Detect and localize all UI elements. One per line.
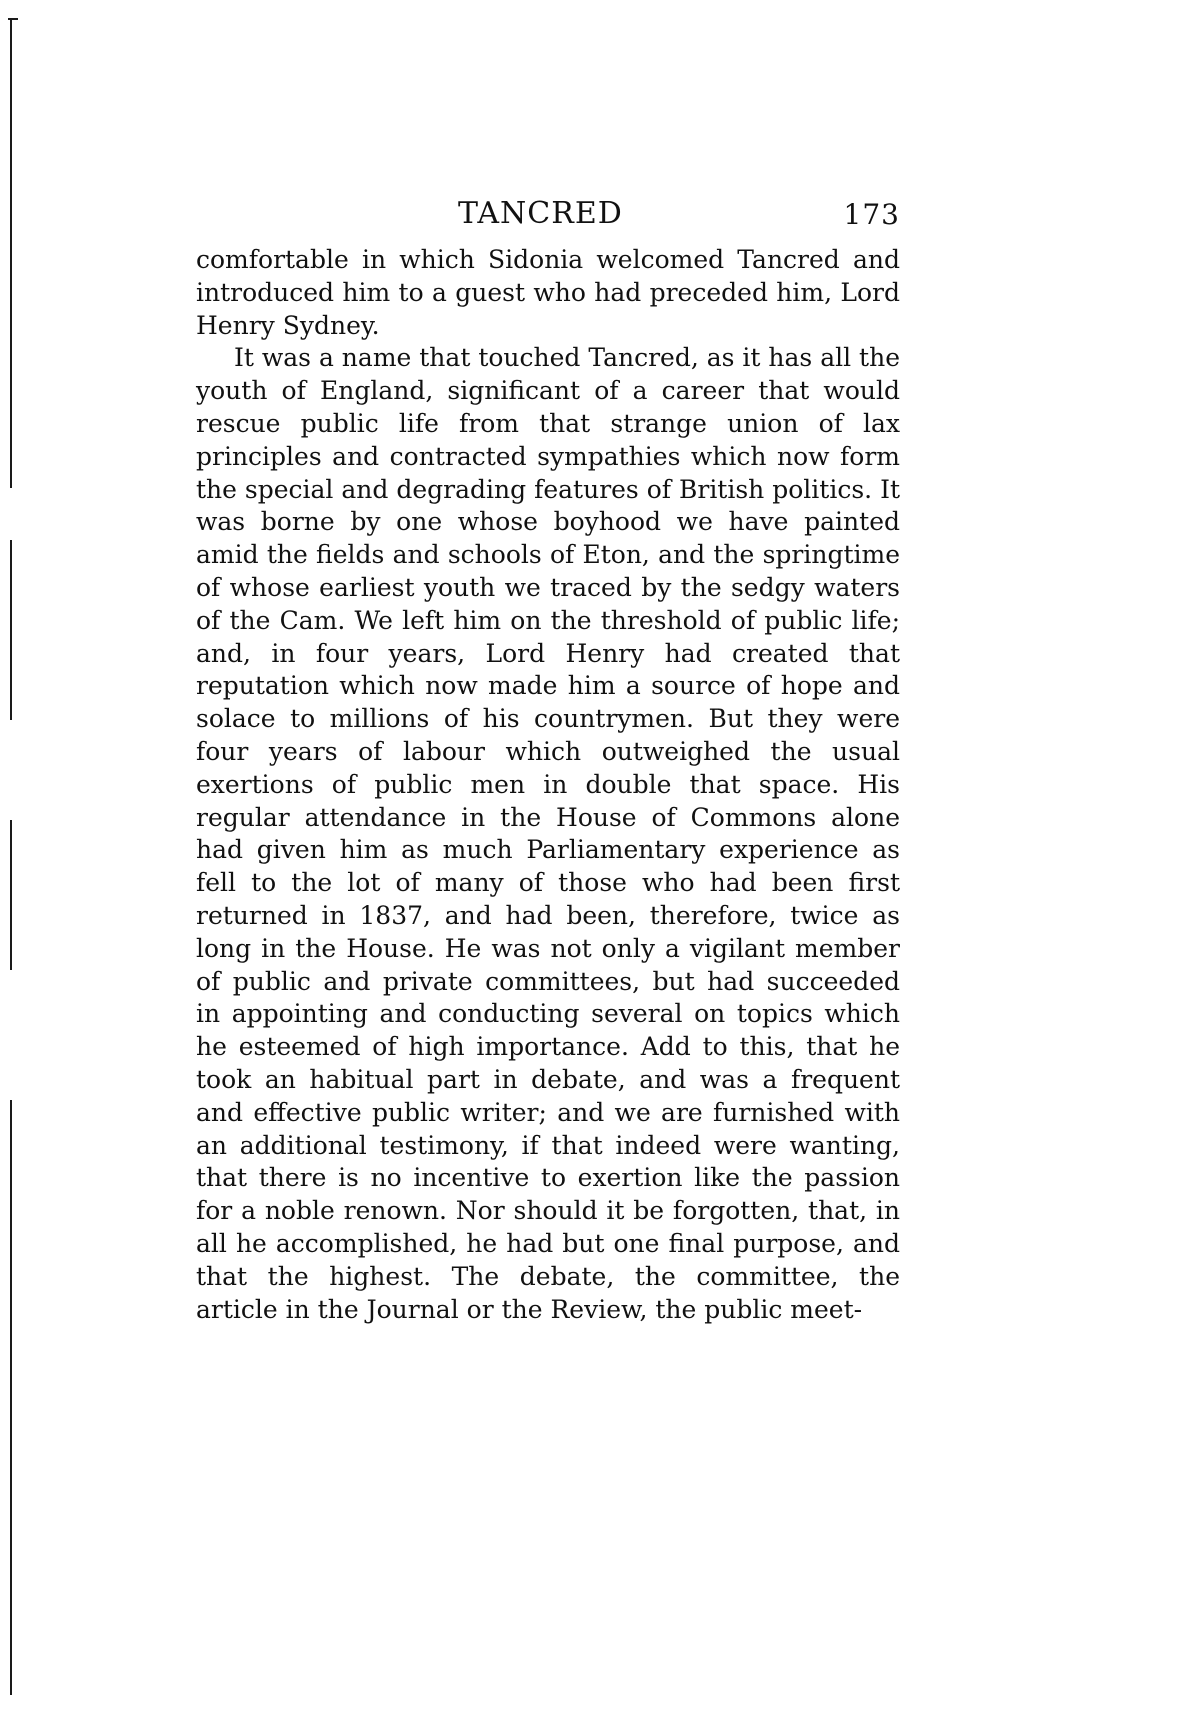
body-text	[196, 244, 900, 1326]
binding-edge-line	[10, 1100, 12, 1695]
running-head	[196, 196, 900, 236]
page-number: 173	[843, 198, 900, 231]
paragraph: comfortable in which Sidonia welcomed Tancred and introduced him to a guest who had preceded him, Lord Henry Sydney.	[196, 245, 900, 340]
running-title: TANCRED	[458, 196, 623, 231]
book-page	[196, 196, 900, 1326]
paragraph: It was a name that touched Tancred, as it has all the youth of England, significant of a career that would rescue public life from that strange union of lax principles and contracted sympathies which now form the special and degrading features of British politics. It was borne by one whose boyhood we have painted amid the fields and schools of Eton, and the springtime of whose earliest youth we traced by the sedgy waters of the Cam. We left him on the threshold of public life; and, in four years, Lord Henry had created that reputation which now made him a source of hope and solace to millions of his countrymen. But they were four years of labour which outweighed the usual exertions of public men in double that space. His regular attendance in the House of Commons alone had given him as much Parliamentary experience as fell to the lot of many of those who had been first returned in 1837, and had been, therefore, twice as long in the House. He was not only a vigilant member of public and private committees, but had succeeded in appointing and conducting several on topics which he esteemed of high importance. Add to this, that he took an habitual part in debate, and was a frequent and effective public writer; and we are furnished with an additional testimony, if that indeed were wanting, that there is no incentive to exertion like the passion for a noble renown. Nor should it be forgotten, that, in all he accomplished, he had but one final purpose, and that the highest. The debate, the committee, the article in the Journal or the Review, the public meet-	[196, 343, 900, 1324]
binding-edge-line	[10, 18, 12, 488]
binding-edge-line	[10, 540, 12, 720]
binding-edge-line	[10, 820, 12, 970]
